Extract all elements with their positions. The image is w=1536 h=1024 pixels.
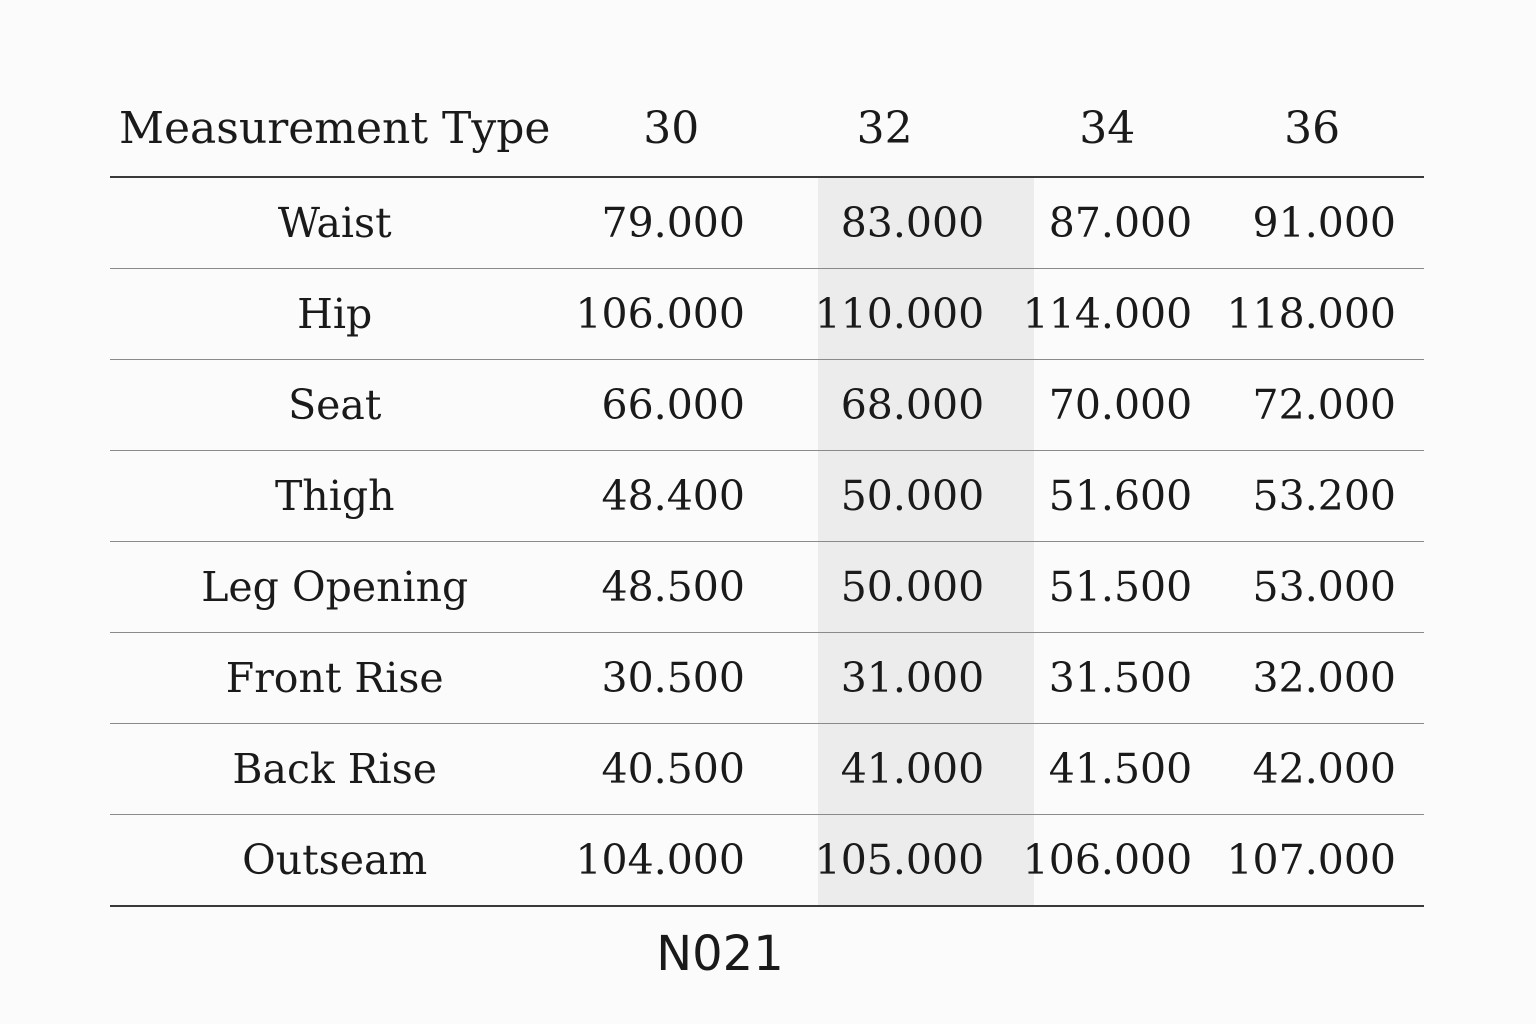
cell-value: 51.500 [1014,542,1200,633]
cell-value: 107.000 [1200,815,1424,907]
cell-value: 106.000 [1014,815,1200,907]
cell-value: 106.000 [559,269,783,360]
cell-value: 104.000 [559,815,783,907]
header-size-36: 36 [1200,80,1424,177]
header-size-30: 30 [559,80,783,177]
row-label: Hip [110,269,559,360]
cell-value: 42.000 [1200,724,1424,815]
cell-value: 66.000 [559,360,783,451]
cell-value: 110.000 [783,269,1014,360]
table-header-row [110,80,1424,177]
cell-value: 70.000 [1014,360,1200,451]
table-row [110,451,1424,542]
row-label: Front Rise [110,633,559,724]
table-row [110,269,1424,360]
cell-value: 48.400 [559,451,783,542]
cell-value: 32.000 [1200,633,1424,724]
cell-value: 114.000 [1014,269,1200,360]
cell-value: 50.000 [783,542,1014,633]
cell-value: 87.000 [1014,177,1200,269]
table-row [110,633,1424,724]
cell-value: 68.000 [783,360,1014,451]
cell-value: 83.000 [783,177,1014,269]
table-row [110,724,1424,815]
cell-value: 41.000 [783,724,1014,815]
cell-value: 53.200 [1200,451,1424,542]
cell-value: 91.000 [1200,177,1424,269]
row-label: Thigh [110,451,559,542]
row-label: Waist [110,177,559,269]
table-row [110,815,1424,907]
table-row [110,360,1424,451]
cell-value: 53.000 [1200,542,1424,633]
cell-value: 31.000 [783,633,1014,724]
cell-value: 118.000 [1200,269,1424,360]
cell-value: 79.000 [559,177,783,269]
style-code-label: N021 [656,926,784,982]
cell-value: 30.500 [559,633,783,724]
row-label: Outseam [110,815,559,907]
cell-value: 41.500 [1014,724,1200,815]
measurement-table [110,80,1424,907]
header-measurement-type: Measurement Type [110,80,559,177]
row-label: Leg Opening [110,542,559,633]
table-row [110,177,1424,269]
row-label: Back Rise [110,724,559,815]
cell-value: 105.000 [783,815,1014,907]
header-size-34: 34 [1014,80,1200,177]
cell-value: 51.600 [1014,451,1200,542]
row-label: Seat [110,360,559,451]
cell-value: 48.500 [559,542,783,633]
cell-value: 40.500 [559,724,783,815]
cell-value: 50.000 [783,451,1014,542]
header-size-32: 32 [783,80,1014,177]
cell-value: 72.000 [1200,360,1424,451]
cell-value: 31.500 [1014,633,1200,724]
table-row [110,542,1424,633]
